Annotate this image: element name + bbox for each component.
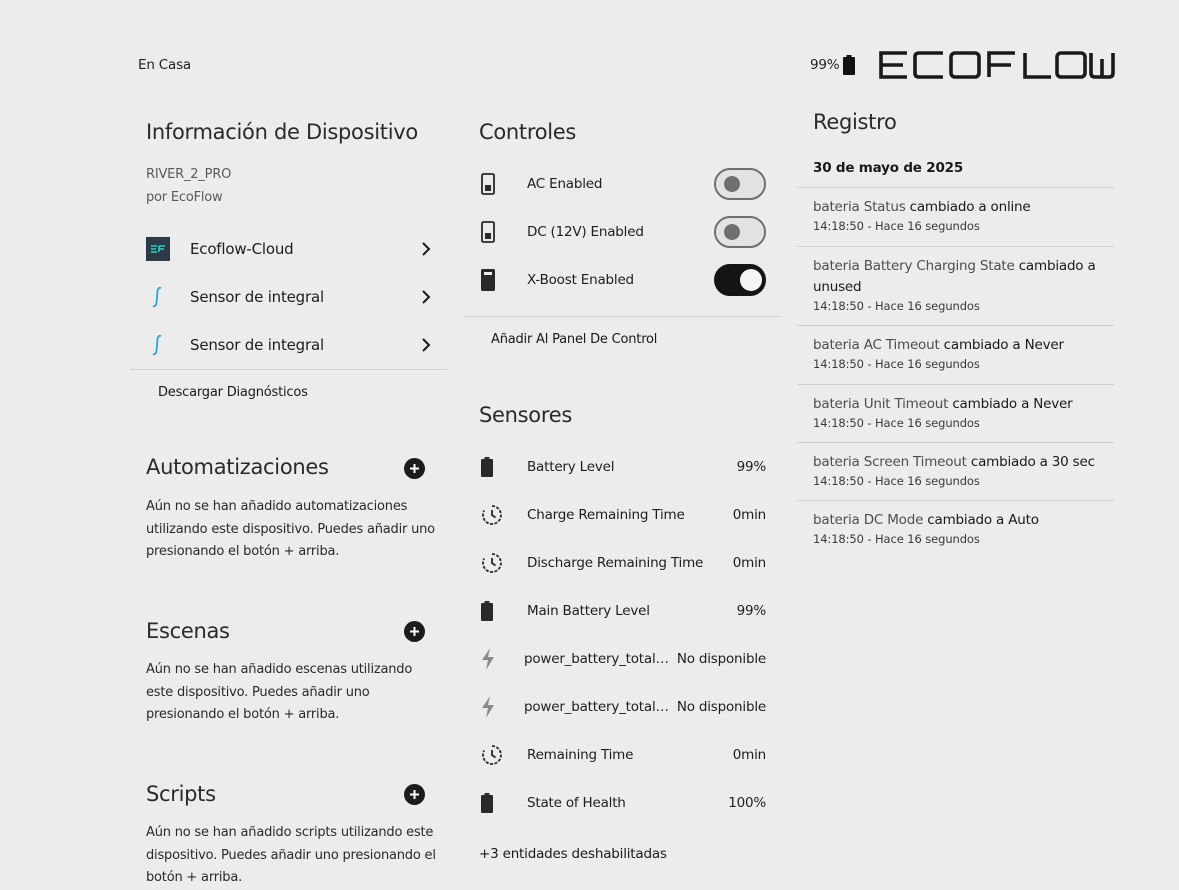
- scenes-empty-text: Aún no se han añadido escenas utilizando este dispositivo. Puedes añadir uno presionando el botón + arriba.: [146, 662, 413, 722]
- controls-title: Controles: [479, 120, 577, 144]
- ac-enabled-toggle[interactable]: [714, 168, 766, 200]
- sensor-label: State of Health: [527, 795, 626, 811]
- sensor-state-of-health[interactable]: [479, 783, 766, 823]
- integration-ecoflow-cloud[interactable]: [146, 229, 436, 269]
- log-entity[interactable]: bateria Screen Timeout: [813, 454, 967, 470]
- sensor-value: 0min: [732, 747, 766, 763]
- clock-icon: [481, 552, 503, 574]
- sensor-label: Battery Level: [527, 459, 615, 475]
- divider: [797, 246, 1114, 247]
- sensor-value: No disponible: [676, 651, 766, 667]
- log-change: cambiado a Never: [948, 396, 1073, 412]
- log-change: cambiado a Never: [939, 337, 1064, 353]
- integration-label: Ecoflow-Cloud: [190, 240, 294, 258]
- sensors-title: Sensores: [479, 403, 572, 427]
- logbook-date: 30 de mayo de 2025: [813, 160, 964, 176]
- sensor-label: power_battery_total…: [523, 699, 669, 715]
- control-ac-enabled[interactable]: [479, 164, 766, 204]
- log-entity[interactable]: bateria Unit Timeout: [813, 396, 949, 412]
- area-title: En Casa: [138, 57, 191, 73]
- log-time: 14:18:50 - Hace 16 segundos: [813, 299, 980, 313]
- download-diagnostics-button[interactable]: Descargar Diagnósticos: [158, 385, 308, 400]
- sensor-label: Discharge Remaining Time: [527, 555, 704, 571]
- sensor-value: 0min: [732, 507, 766, 523]
- log-entity[interactable]: bateria DC Mode: [813, 512, 924, 528]
- sensor-label: Charge Remaining Time: [527, 507, 685, 523]
- integration-label: Sensor de integral: [190, 288, 324, 306]
- add-scene-button[interactable]: [404, 621, 425, 642]
- sensor-value: 99%: [736, 459, 766, 475]
- log-time: 14:18:50 - Hace 16 segundos: [813, 416, 980, 430]
- sensor-battery-level[interactable]: [479, 447, 766, 487]
- add-to-dashboard-button[interactable]: Añadir Al Panel De Control: [491, 332, 658, 347]
- scripts-title: Scripts: [146, 782, 216, 806]
- battery-icon: [481, 457, 493, 477]
- automations-title: Automatizaciones: [146, 455, 329, 479]
- sensor-remaining-time[interactable]: [479, 735, 766, 775]
- add-script-button[interactable]: [404, 784, 425, 805]
- divider: [130, 369, 447, 370]
- clock-icon: [481, 744, 503, 766]
- integration-integral-sensor-2[interactable]: [146, 325, 436, 365]
- sensor-charge-remaining-time[interactable]: [479, 495, 766, 535]
- battery-icon: [843, 55, 855, 75]
- disabled-entities-link[interactable]: +3 entidades deshabilitadas: [479, 846, 667, 862]
- log-change: cambiado a unused: [813, 258, 1096, 295]
- clock-icon: [481, 504, 503, 526]
- sensor-power-battery-total-1[interactable]: [479, 639, 766, 679]
- flash-icon: [481, 648, 495, 670]
- integration-integral-sensor-1[interactable]: [146, 277, 436, 317]
- divider: [797, 187, 1114, 188]
- sensor-discharge-remaining-time[interactable]: [479, 543, 766, 583]
- sensor-value: No disponible: [676, 699, 766, 715]
- device-model: RIVER_2_PRO: [146, 167, 232, 182]
- integral-icon: [146, 333, 170, 357]
- log-time: 14:18:50 - Hace 16 segundos: [813, 219, 980, 233]
- sensor-label: power_battery_total…: [523, 651, 669, 667]
- log-entry[interactable]: [813, 452, 1103, 488]
- plus-icon: [409, 463, 420, 474]
- sensor-value: 0min: [732, 555, 766, 571]
- divider: [463, 316, 781, 317]
- ecoflow-cloud-icon: [146, 237, 170, 261]
- battery-icon: [481, 793, 493, 813]
- divider: [797, 384, 1114, 385]
- plus-icon: [409, 626, 420, 637]
- log-entity[interactable]: bateria Status: [813, 199, 906, 215]
- log-time: 14:18:50 - Hace 16 segundos: [813, 474, 980, 488]
- phone-outline-icon: [481, 221, 495, 243]
- log-entry[interactable]: [813, 510, 1103, 546]
- log-entry[interactable]: [813, 335, 1103, 371]
- scripts-empty-text: Aún no se han añadido scripts utilizando este dispositivo. Puedes añadir uno presionando el botón + arriba.: [146, 825, 436, 885]
- sensor-main-battery-level[interactable]: [479, 591, 766, 631]
- device-info-title: Información de Dispositivo: [146, 120, 418, 144]
- sensor-value: 99%: [736, 603, 766, 619]
- control-x-boost-enabled[interactable]: [479, 260, 766, 300]
- log-change: cambiado a 30 sec: [966, 454, 1095, 470]
- log-entity[interactable]: bateria AC Timeout: [813, 337, 940, 353]
- control-label: DC (12V) Enabled: [527, 224, 644, 240]
- divider: [797, 500, 1114, 501]
- log-entity[interactable]: bateria Battery Charging State: [813, 258, 1015, 274]
- sensor-value: 100%: [728, 795, 766, 811]
- chevron-right-icon: [421, 290, 431, 304]
- flash-icon: [481, 696, 495, 718]
- control-label: AC Enabled: [527, 176, 603, 192]
- phone-outline-icon: [481, 173, 495, 195]
- sensor-power-battery-total-2[interactable]: [479, 687, 766, 727]
- dc-enabled-toggle[interactable]: [714, 216, 766, 248]
- log-change: cambiado a online: [905, 199, 1031, 215]
- device-manufacturer[interactable]: por EcoFlow: [146, 190, 223, 205]
- log-change: cambiado a Auto: [923, 512, 1039, 528]
- integration-label: Sensor de integral: [190, 336, 324, 354]
- ecoflow-logo: [879, 51, 1115, 79]
- log-entry[interactable]: [813, 197, 1103, 233]
- log-entry[interactable]: [813, 394, 1103, 430]
- battery-percent: 99%: [810, 57, 840, 73]
- chevron-right-icon: [421, 338, 431, 352]
- scenes-title: Escenas: [146, 619, 230, 643]
- add-automation-button[interactable]: [404, 458, 425, 479]
- x-boost-enabled-toggle[interactable]: [714, 264, 766, 296]
- log-time: 14:18:50 - Hace 16 segundos: [813, 357, 980, 371]
- battery-icon: [481, 601, 493, 621]
- sensor-label: Remaining Time: [527, 747, 634, 763]
- divider: [797, 442, 1114, 443]
- chevron-right-icon: [421, 242, 431, 256]
- divider: [797, 325, 1114, 326]
- sensor-label: Main Battery Level: [527, 603, 650, 619]
- control-dc-enabled[interactable]: [479, 212, 766, 252]
- automations-empty-text: Aún no se han añadido automatizaciones utilizando este dispositivo. Puedes añadir uno presionando el botón + arriba.: [146, 499, 435, 559]
- log-time: 14:18:50 - Hace 16 segundos: [813, 532, 980, 546]
- control-label: X-Boost Enabled: [527, 272, 634, 288]
- phone-filled-icon: [481, 269, 495, 291]
- log-entry[interactable]: [813, 256, 1103, 313]
- logbook-title: Registro: [813, 110, 897, 134]
- integral-icon: [146, 285, 170, 309]
- plus-icon: [409, 789, 420, 800]
